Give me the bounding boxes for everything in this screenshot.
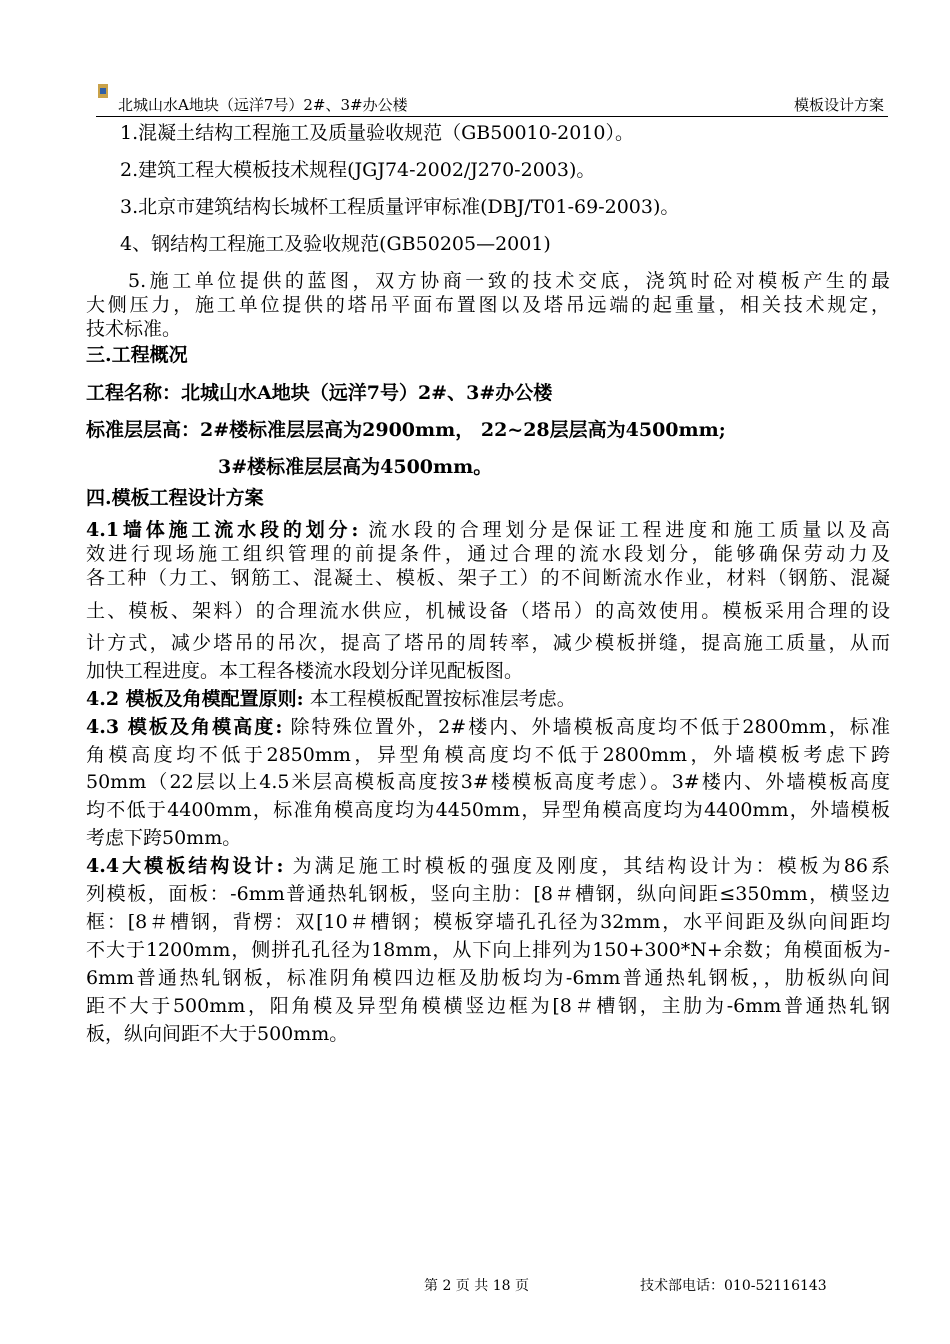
section-3-heading: 三.工程概况	[86, 344, 188, 366]
para-4-4-label: 4.4大模板结构设计:	[86, 855, 284, 877]
para-4-2-label: 4.2 模板及角模配置原则:	[86, 688, 304, 710]
ref-item-1: 1.混凝土结构工程施工及质量验收规范（GB50010-2010）。	[120, 122, 634, 144]
ref-item-5-line-1: 5.施工单位提供的蓝图，双方协商一致的技术交底，浇筑时砼对模板产生的最	[128, 270, 890, 292]
page-header	[96, 94, 888, 117]
floor-height-line-1: 标准层层高：2#楼标准层层高为2900mm， 22~28层层高为4500mm;	[86, 419, 726, 441]
logo-icon	[98, 84, 108, 98]
para-4-4-line-4: 不大于1200mm，侧拼孔孔径为18mm，从下向上排列为150+300*N+余数；角模面板为-	[86, 939, 890, 961]
floor-height-line-2: 3#楼标准层层高为4500mm。	[218, 456, 493, 478]
ref-item-5-line-2: 大侧压力，施工单位提供的塔吊平面布置图以及塔吊远端的起重量，相关技术规定，	[86, 294, 890, 316]
para-4-1-line-4: 土、模板、架料）的合理流水供应，机械设备（塔吊）的高效使用。模板采用合理的设	[86, 600, 890, 622]
para-4-4-line-6: 距不大于500mm，阳角模及异型角模横竖边框为[8＃槽钢，主肋为-6mm普通热轧钢	[86, 995, 890, 1017]
ref-item-4: 4、钢结构工程施工及验收规范(GB50205—2001)	[120, 233, 551, 255]
para-4-4-line-3: 框：[8＃槽钢，背楞：双[10＃槽钢；模板穿墙孔孔径为32mm，水平间距及纵向间距均	[86, 911, 890, 933]
para-4-4-line-2: 列模板，面板：-6mm普通热轧钢板，竖向主肋：[8＃槽钢，纵向间距≤350mm，横竖边	[86, 883, 890, 905]
para-4-1-label: 4.1墙体施工流水段的划分:	[86, 519, 359, 541]
para-4-3-line-5: 考虑下跨50mm。	[86, 827, 242, 849]
para-4-4-line-5: 6mm普通热轧钢板，标准阴角模四边框及肋板均为-6mm普通热轧钢板，，肋板纵向间	[86, 967, 890, 989]
para-4-3-line-1: 4.3 模板及角模高度: 除特殊位置外，2#楼内、外墙模板高度均不低于2800mm，标准	[86, 716, 890, 738]
ref-item-3: 3.北京市建筑结构长城杯工程质量评审标准(DBJ/T01-69-2003)。	[120, 196, 680, 218]
para-4-3-line-3: 50mm（22层以上4.5米层高模板高度按3#楼模板高度考虑）。3#楼内、外墙模板高度	[86, 771, 890, 793]
para-4-3-line-4: 均不低于4400mm，标准角模高度均为4450mm，异型角模高度均为4400mm，外墙模板	[86, 799, 890, 821]
para-4-3-label: 4.3 模板及角模高度:	[86, 716, 283, 738]
para-4-4-line-7: 板，纵向间距不大于500mm。	[86, 1023, 349, 1045]
para-4-1-line-2: 效进行现场施工组织管理的前提条件，通过合理的流水段划分，能够确保劳动力及	[86, 543, 890, 565]
para-4-1-line-3: 各工种（力工、钢筋工、混凝土、模板、架子工）的不间断流水作业，材料（钢筋、混凝	[86, 567, 890, 589]
para-4-4-line-1: 4.4大模板结构设计: 为满足施工时模板的强度及刚度，其结构设计为：模板为86系	[86, 855, 890, 877]
header-project-name: 北城山水A地块（远洋7号）2#、3#办公楼	[118, 96, 408, 114]
footer-phone: 技术部电话：010-52116143	[640, 1278, 827, 1294]
ref-item-5-line-3: 技术标准。	[86, 318, 182, 340]
para-4-2: 4.2 模板及角模配置原则: 本工程模板配置按标准层考虑。	[86, 688, 576, 710]
para-4-1-line-5: 计方式，减少塔吊的吊次，提高了塔吊的周转率，减少模板拼缝，提高施工质量，从而	[86, 632, 890, 654]
header-doc-title: 模板设计方案	[793, 96, 884, 114]
para-4-3-line-2: 角模高度均不低于2850mm，异型角模高度均不低于2800mm，外墙模板考虑下跨	[86, 744, 890, 766]
section-4-heading: 四.模板工程设计方案	[86, 487, 264, 509]
para-4-1-line-1: 4.1墙体施工流水段的划分: 流水段的合理划分是保证工程进度和施工质量以及高	[86, 519, 890, 541]
para-4-1-line-6: 加快工程进度。本工程各楼流水段划分详见配板图。	[86, 660, 524, 682]
footer-page-number: 第 2 页 共 18 页	[424, 1278, 529, 1294]
ref-item-2: 2.建筑工程大模板技术规程(JGJ74-2002/J270-2003)。	[120, 159, 596, 181]
project-name-line: 工程名称：北城山水A地块（远洋7号）2#、3#办公楼	[86, 382, 553, 404]
